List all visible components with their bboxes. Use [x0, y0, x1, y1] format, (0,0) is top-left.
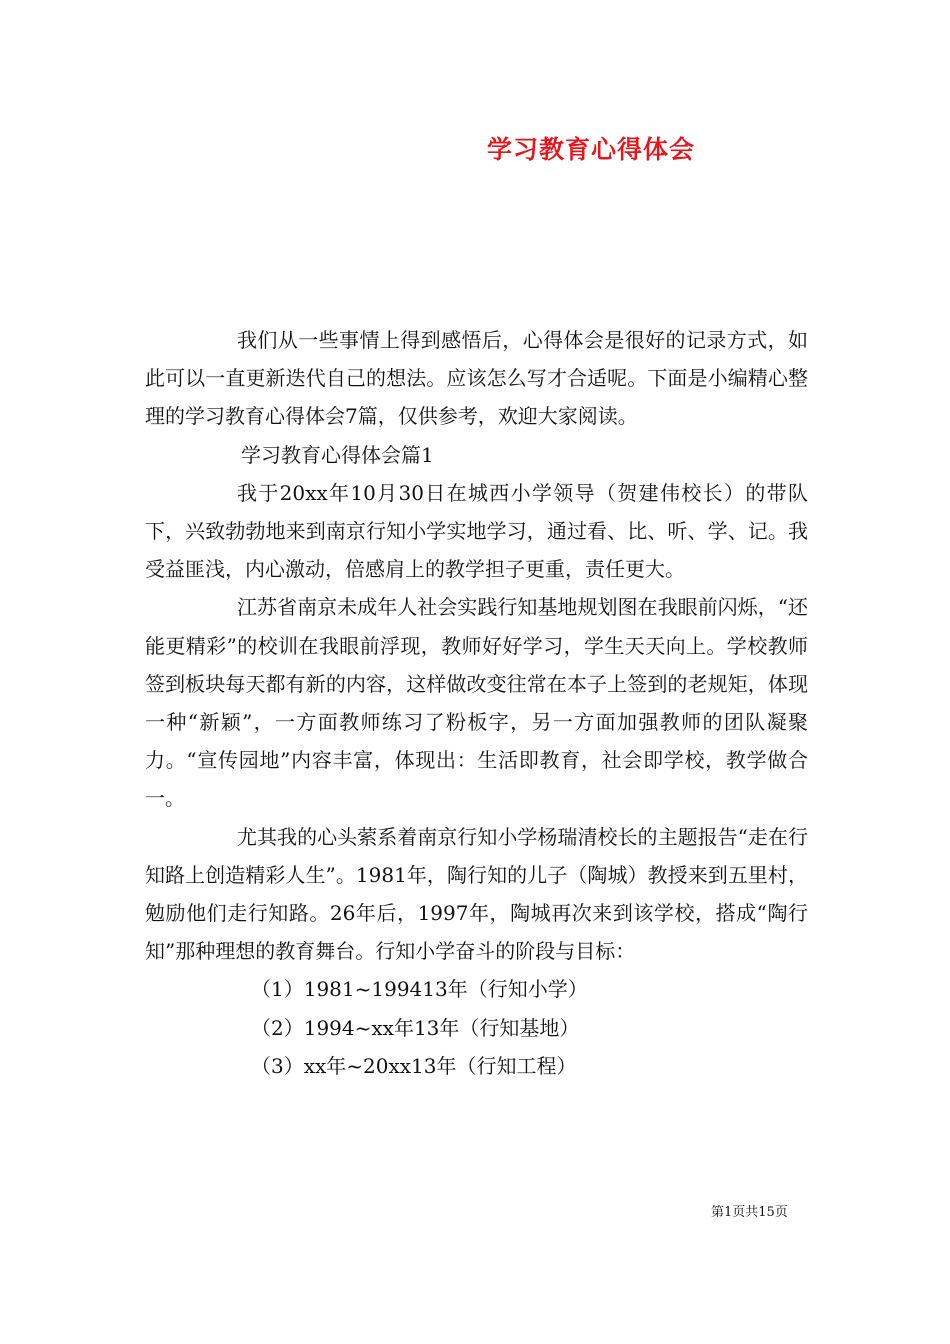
document-title: 学习教育心得体会	[486, 135, 695, 164]
section-heading: 学习教育心得体会篇1	[241, 442, 434, 467]
body-paragraph-2: 江苏省南京未成年人社会实践行知基地规划图在我眼前闪烁，“还能更精彩”的校训在我眼前浮现，教师好好学习，学生天天向上。学校教师签到板块每天都有新的内容，这样做改变往常在本子上签到的老规矩，体现一种“新颖”，一方面教师练习了粉板字，另一方面加强教师的团队凝聚力。“宣传园地”内容丰富，体现出：生活即教育，社会即学校，教学做合一。	[145, 595, 808, 811]
page-number: 第1页共15页	[711, 1205, 788, 1220]
body-paragraph-1: 我于20xx年10月30日在城西小学领导（贺建伟校长）的带队下，兴致勃勃地来到南京行知小学实地学习，通过看、比、听、学、记。我受益匪浅，内心激动，倍感肩上的教学担子更重，责任更大。	[145, 480, 808, 582]
stage-item-3: （3）xx年~20xx13年（行知工程）	[251, 1053, 577, 1078]
intro-paragraph: 我们从一些事情上得到感悟后，心得体会是很好的记录方式，如此可以一直更新迭代自己的想法。应该怎么写才合适呢。下面是小编精心整理的学习教育心得体会7篇，仅供参考，欢迎大家阅读。	[145, 328, 808, 429]
stage-item-1: （1）1981~199413年（行知小学）	[251, 977, 588, 1002]
document-body	[145, 321, 808, 1085]
body-paragraph-3: 尤其我的心头萦系着南京行知小学杨瑞清校长的主题报告“走在行知路上创造精彩人生”。1981年，陶行知的儿子（陶城）教授来到五里村，勉励他们走行知路。26年后，1997年，陶城再次来到该学校，搭成“陶行知”那种理想的教育舞台。行知小学奋斗的阶段与目标：	[145, 824, 808, 964]
stage-item-2: （2）1994~xx年13年（行知基地）	[251, 1015, 580, 1040]
